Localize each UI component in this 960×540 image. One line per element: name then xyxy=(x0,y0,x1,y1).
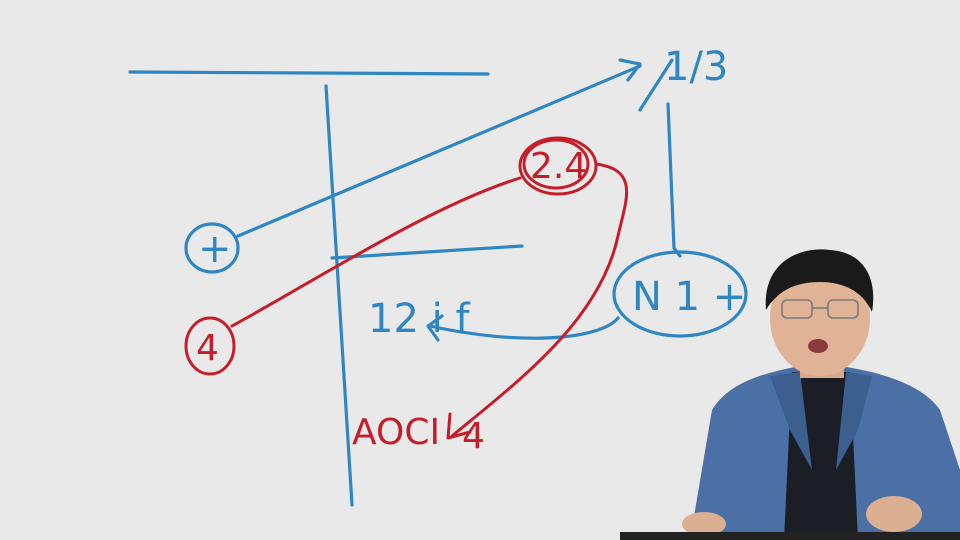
fraction-label: 1/3 xyxy=(664,44,729,90)
top-horizontal-line xyxy=(130,72,488,74)
aoci-label: AOCI xyxy=(352,412,441,453)
circle-four-label: 4 xyxy=(196,328,219,369)
presenter-hand-right xyxy=(866,496,922,532)
presenter-mouth xyxy=(808,339,828,353)
bottom-four-label: 4 xyxy=(462,416,485,457)
middle-text: 12 i f xyxy=(368,296,470,342)
circle-plus-label: + xyxy=(198,226,232,272)
blue-oval-label: N 1 + xyxy=(632,274,747,320)
blue-connector-line xyxy=(668,104,680,256)
red-circle-label: 2.4 xyxy=(530,146,588,187)
vertical-line xyxy=(326,86,352,505)
desk xyxy=(620,532,960,540)
red-curve-down xyxy=(452,164,627,436)
